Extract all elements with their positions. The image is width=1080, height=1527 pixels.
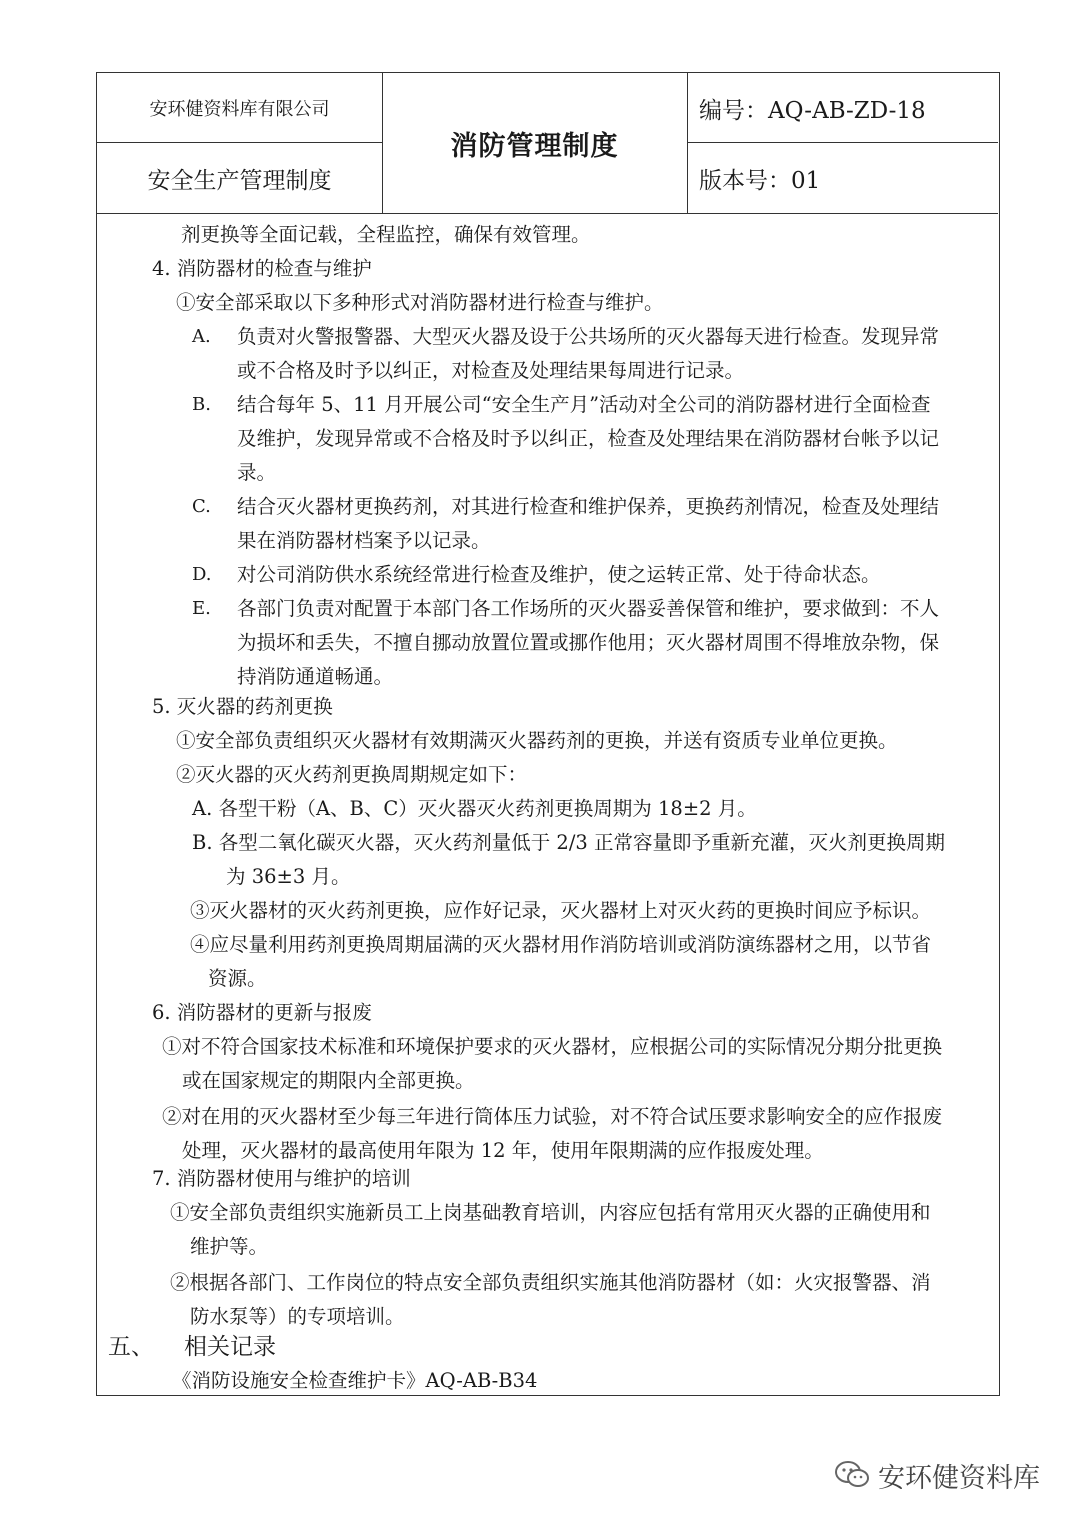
text-line: 维护等。 <box>190 1235 269 1258</box>
divider <box>382 73 383 213</box>
document-category: 安全生产管理制度 <box>147 167 332 194</box>
text-line: 或在国家规定的期限内全部更换。 <box>182 1069 475 1092</box>
text-line: ②对在用的灭火器材至少每三年进行筒体压力试验，对不符合试压要求影响安全的应作报废 <box>162 1105 943 1128</box>
text-line: 防水泵等）的专项培训。 <box>190 1305 405 1328</box>
section-heading: 7. 消防器材使用与维护的培训 <box>152 1167 411 1190</box>
chapter-heading: 相关记录 <box>184 1334 276 1360</box>
text-line: 为 36±3 月。 <box>226 865 351 888</box>
text-line: ①安全部负责组织灭火器材有效期满灭火器药剂的更换，并送有资质专业单位更换。 <box>176 729 898 752</box>
watermark <box>834 1455 1040 1495</box>
watermark-text: 安环健资料库 <box>878 1462 1040 1494</box>
text-line: ②根据各部门、工作岗位的特点安全部负责组织实施其他消防器材（如：火灾报警器、消 <box>170 1271 931 1294</box>
document-version: 版本号：01 <box>699 167 821 194</box>
text-line: 负责对火警报警器、大型灭火器及设于公共场所的灭火器每天进行检查。发现异常 <box>237 325 940 348</box>
divider <box>97 142 382 143</box>
chapter-number: 五、 <box>108 1334 154 1360</box>
item-label: E. <box>192 598 211 619</box>
text-line: ③灭火器材的灭火药剂更换，应作好记录，灭火器材上对灭火药的更换时间应予标识。 <box>190 899 932 922</box>
text-line: 结合灭火器材更换药剂，对其进行检查和维护保养，更换药剂情况，检查及处理结 <box>237 495 940 518</box>
company-name: 安环健资料库有限公司 <box>149 99 330 120</box>
item-label: B. <box>192 394 211 415</box>
text-line: 为损坏和丢失，不擅自挪动放置位置或挪作他用；灭火器材周围不得堆放杂物，保 <box>237 631 940 654</box>
text-line: A. 各型干粉（A、B、C）灭火器灭火药剂更换周期为 18±2 月。 <box>192 797 757 820</box>
text-line: 录。 <box>237 461 277 484</box>
text-line: ②灭火器的灭火药剂更换周期规定如下： <box>176 763 528 786</box>
section-heading: 4. 消防器材的检查与维护 <box>152 257 372 280</box>
text-line: ④应尽量利用药剂更换周期届满的灭火器材用作消防培训或消防演练器材之用，以节省 <box>190 933 932 956</box>
text-line: ①安全部采取以下多种形式对消防器材进行检查与维护。 <box>176 291 664 314</box>
header-table <box>97 73 998 214</box>
item-label: D. <box>192 564 212 585</box>
text-line: 各部门负责对配置于本部门各工作场所的灭火器妥善保管和维护，要求做到：不人 <box>237 597 940 620</box>
text-line: 结合每年 5、11 月开展公司“安全生产月”活动对全公司的消防器材进行全面检查 <box>237 393 931 416</box>
record-reference: 《消防设施安全检查维护卡》AQ-AB-B34 <box>172 1369 538 1392</box>
text-line: 资源。 <box>208 967 267 990</box>
text-line: ①安全部负责组织实施新员工上岗基础教育培训，内容应包括有常用灭火器的正确使用和 <box>170 1201 931 1224</box>
divider <box>687 73 688 213</box>
item-label: A. <box>192 326 211 347</box>
section-heading: 5. 灭火器的药剂更换 <box>152 695 333 718</box>
text-line: 处理，灭火器材的最高使用年限为 12 年，使用年限期满的应作报废处理。 <box>182 1139 824 1162</box>
text-line: ①对不符合国家技术标准和环境保护要求的灭火器材，应根据公司的实际情况分期分批更换 <box>162 1035 943 1058</box>
text-line: 及维护，发现异常或不合格及时予以纠正，检查及处理结果在消防器材台帐予以记 <box>237 427 940 450</box>
text-line: 果在消防器材档案予以记录。 <box>237 529 491 552</box>
item-label: C. <box>192 496 211 517</box>
wechat-icon <box>834 1460 870 1490</box>
text-line: 对公司消防供水系统经常进行检查及维护，使之运转正常、处于待命状态。 <box>237 563 881 586</box>
section-heading: 6. 消防器材的更新与报废 <box>152 1001 372 1024</box>
document-code: 编号：AQ-AB-ZD-18 <box>699 97 926 124</box>
text-line: 或不合格及时予以纠正，对检查及处理结果每周进行记录。 <box>237 359 745 382</box>
text-line: B. 各型二氧化碳灭火器，灭火药剂量低于 2/3 正常容量即予重新充灌，灭火剂更换周期 <box>192 831 946 854</box>
text-line: 持消防通道畅通。 <box>237 665 394 688</box>
text-line: 剂更换等全面记载，全程监控，确保有效管理。 <box>181 223 591 246</box>
document-title: 消防管理制度 <box>450 130 619 162</box>
divider <box>687 142 998 143</box>
